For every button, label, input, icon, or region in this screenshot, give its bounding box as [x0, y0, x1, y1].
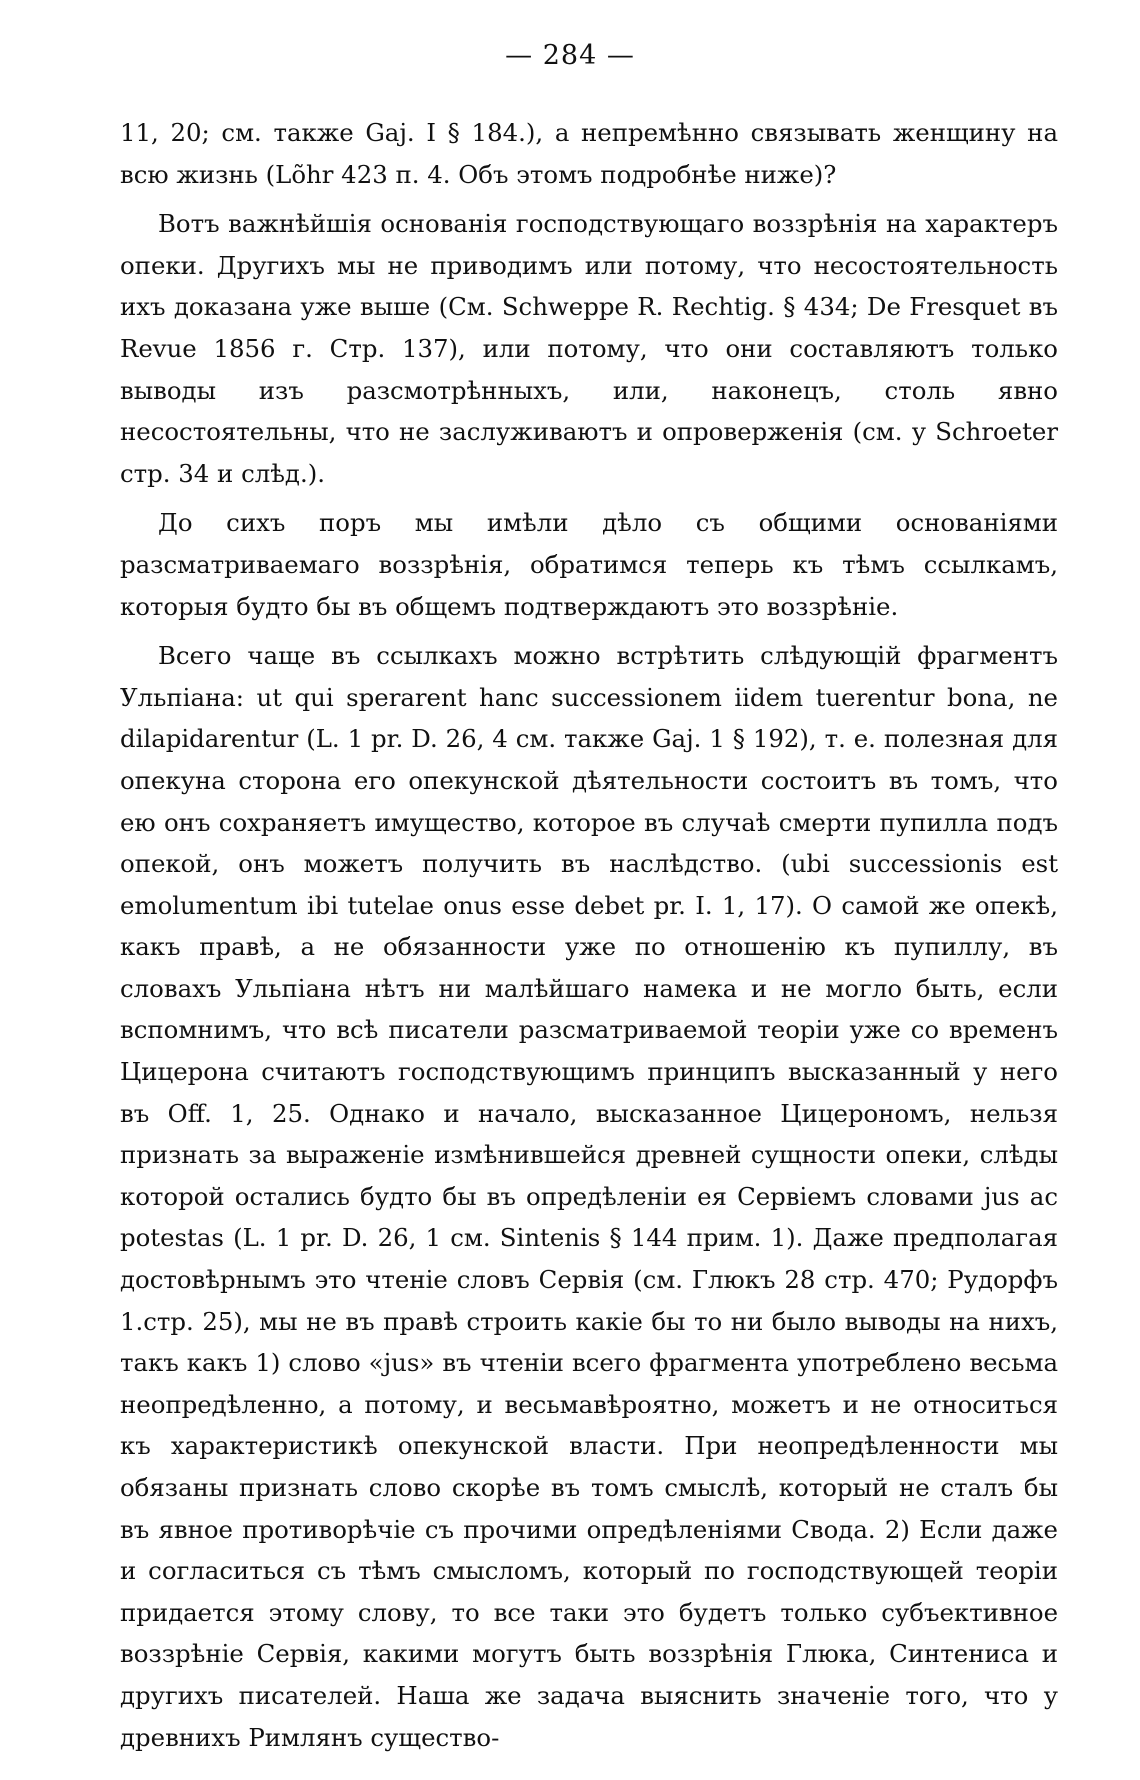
paragraph-1: 11, 20; см. также Gaj. I § 184.), а непремѣнно связывать женщину на всю жизнь (Lõhr 423 п. 4. Объ этомъ подробнѣе ниже)?	[120, 118, 1058, 189]
body-text	[120, 112, 1058, 1758]
paragraph-3: До сихъ поръ мы имѣли дѣло съ общими основаніями разсматриваемаго воззрѣнія, обратимся теперь къ тѣмъ ссылкамъ, которыя будто бы въ общемъ подтверждаютъ это воззрѣніе.	[120, 508, 1058, 621]
page-number: — 284 —	[505, 40, 635, 71]
paragraph-4: Всего чаще въ ссылкахъ можно встрѣтить слѣдующій фрагментъ Ульпіана: ut qui sperarent hanc successionem iidem tuerentur bona, ne dilapidarentur (L. 1 pr. D. 26, 4 см. также Gaj. 1 § 192), т. е. полезная для опекуна сторона его опекунской дѣятельности состоитъ въ томъ, что ею онъ сохраняетъ имущество, которое въ случаѣ смерти пупилла подъ опекой, онъ можетъ получить въ наслѣдство. (ubi successionis est emolumentum ibi tutelae onus esse debet pr. I. 1, 17). О самой же опекѣ, какъ правѣ, а не обязанности уже по отношенію къ пупиллу, въ словахъ Ульпіана нѣтъ ни малѣйшаго намека и не могло быть, если вспомнимъ, что всѣ писатели разсматриваемой теоріи уже со временъ Цицерона считаютъ господствующимъ принципъ высказанный у него въ Off. 1, 25. Однако и начало, высказанное Цицерономъ, нельзя признать за выраженіе измѣнившейся древней сущности опеки, слѣды которой остались будто бы въ опредѣленіи ея Сервіемъ словами jus ac potestas (L. 1 pr. D. 26, 1 см. Sintenis § 144 прим. 1). Даже предполагая достовѣрнымъ это чтеніе словъ Сервія (см. Глюкъ 28 стр. 470; Рудорфъ 1.стр. 25), мы не въ правѣ строить какіе бы то ни было выводы на нихъ, такъ какъ 1) слово «jus» въ чтеніи всего фрагмента употреблено весьма неопредѣленно, а потому, и весьмавѣроятно, можетъ и не относиться къ характеристикѣ опекунской власти. При неопредѣленности мы обязаны признать слово скорѣе въ томъ смыслѣ, который не сталъ бы въ явное противорѣчіе съ прочими опредѣленіями Свода. 2) Если даже и согласиться съ тѣмъ смысломъ, который по господствующей теоріи придается этому слову, то все таки это будетъ только субъективное воззрѣніе Сервія, какими могутъ быть воззрѣнія Глюка, Синтениса и другихъ писателей. Наша же задача выяснить значеніе того, что у древнихъ Римлянъ существо-	[120, 641, 1058, 1752]
paragraph-2: Вотъ важнѣйшія основанія господствующаго воззрѣнія на характеръ опеки. Другихъ мы не приводимъ или потому, что несостоятельность ихъ доказана уже выше (См. Schwерре R. Rechtig. § 434; De Fresquet въ Revue 1856 г. Стр. 137), или потому, что они составляютъ только выводы изъ разсмотрѣнныхъ, или, наконецъ, столь явно несостоятельны, что не заслуживаютъ и опроверженія (см. у Schroeter стр. 34 и слѣд.).	[120, 209, 1058, 488]
